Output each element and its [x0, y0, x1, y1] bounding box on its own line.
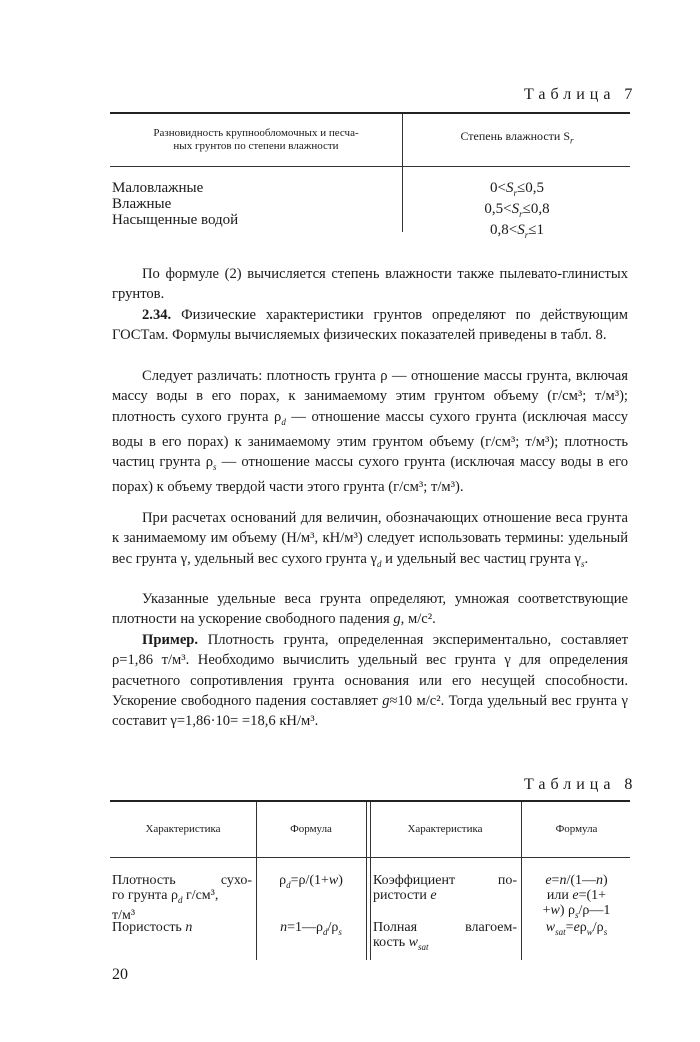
table-7-row-ranges: [404, 180, 630, 243]
table-8-row-1-char-right: Коэффициент по- ристости e: [373, 873, 517, 903]
table-7-row-3-range: $0,8<S_r\le 1$: [490, 222, 544, 240]
table-8-row-2-char-right: Полная влагоем- кость $w_{sat}$: [373, 920, 517, 952]
table-7-header-rule: [110, 166, 630, 167]
paragraph-2: 2.34. Физические характеристики грунтов определяют по действующим ГОСТам. Формулы вычисляемых физических показателей приведены в табл. 8.: [112, 307, 628, 344]
paragraph-4: При расчетах оснований для величин, обозначающих отношение веса грунта к занимаемому им объему (Н/м³, кН/м³) следует использовать термины: удельный вес грунта γ, удельный вес сухого грунта $\gamma_d$ и удельный вес частиц грунта $\gamma_s$.: [112, 510, 628, 569]
table-8-header-char-left: Характеристика: [145, 823, 221, 835]
table-7-top-rule: [110, 112, 630, 114]
table-8-row-2-formula-left: $n=1—\rho_d/\rho_s$: [280, 920, 342, 937]
table-7-header-left: Разновидность крупнообломочных и песча- ных грунтов по степени влажности: [153, 127, 359, 152]
table-8-row-1-formula-right: e=n/(1—n) или e=(1+ +w) $\rho_s/\rho—1$: [542, 873, 611, 920]
paragraph-1: По формуле (2) вычисляется степень влажности также пылевато-глинистых грунтов.: [112, 266, 628, 303]
table-8-header-formula-right: Формула: [555, 823, 598, 835]
table-7-header-right: Степень влажности $S_r$: [460, 129, 574, 146]
table-7-row-1-name: Маловлажные: [112, 180, 204, 196]
table-8-divider-3: [521, 802, 522, 960]
table-7-row-3-name: Насыщенные водой: [112, 212, 239, 228]
table-8-header-char-right: Характеристика: [407, 823, 483, 835]
table-8-row-1-char-left: Плотность сухо- го грунта $\rho_d$ г/см³, т/м³: [112, 873, 252, 923]
table-8-header-formula-left: Формула: [290, 823, 332, 835]
paragraph-example: Пример. Плотность грунта, определенная экспериментально, составляет ρ=1,86 т/м³. Необходимо вычислить удельный вес грунта γ для определения расчетного сопротивления грунта основания или его несущей способности. Ускорение свободного падения составляет g≈10 м/с². Тогда удельный вес грунта γ составит γ=1,86·10= =18,6 кН/м³.: [112, 632, 628, 730]
table-7-row-names: [112, 180, 400, 228]
table-7-title: Таблица 7: [524, 86, 638, 103]
table-8-row-2-char-left: Пористость n: [112, 920, 193, 935]
table-8-title: Таблица 8: [524, 776, 638, 793]
page-number: 20: [112, 966, 128, 983]
table-7-column-divider: [402, 114, 403, 232]
table-8-row-1-formula-left: $\rho_d=\rho/(1+w)$: [279, 873, 343, 890]
table-7-row-2-range: $0,5<S_r\le 0,8$: [484, 201, 550, 219]
paragraph-5: Указанные удельные веса грунта определяют, умножая соответствующие плотности на ускорение свободного падения g, м/с².: [112, 591, 628, 628]
table-8-divider-1: [256, 802, 257, 960]
paragraph-3: Следует различать: плотность грунта ρ — отношение массы грунта, включая массу воды в его порах, к занимаемому этим грунтом объему (г/см³; т/м³); плотность сухого грунта $\rho_d$ — отношение массы сухого грунта (исключая массу воды в его порах) к занимаемому этим грунтом объему (г/см³; т/м³); плотность частиц грунта $\rho_s$ — отношение массы сухого грунта (исключая массу воды в его порах) к объему твердой части этого грунта (г/см³; т/м³).: [112, 368, 629, 496]
table-7-row-1-range: $0<S_r\le 0,5$: [490, 180, 544, 198]
table-7-row-2-name: Влажные: [112, 196, 172, 212]
table-8-row-2-formula-right: $w_{sat}=e\rho_w/\rho_s$: [545, 920, 608, 937]
